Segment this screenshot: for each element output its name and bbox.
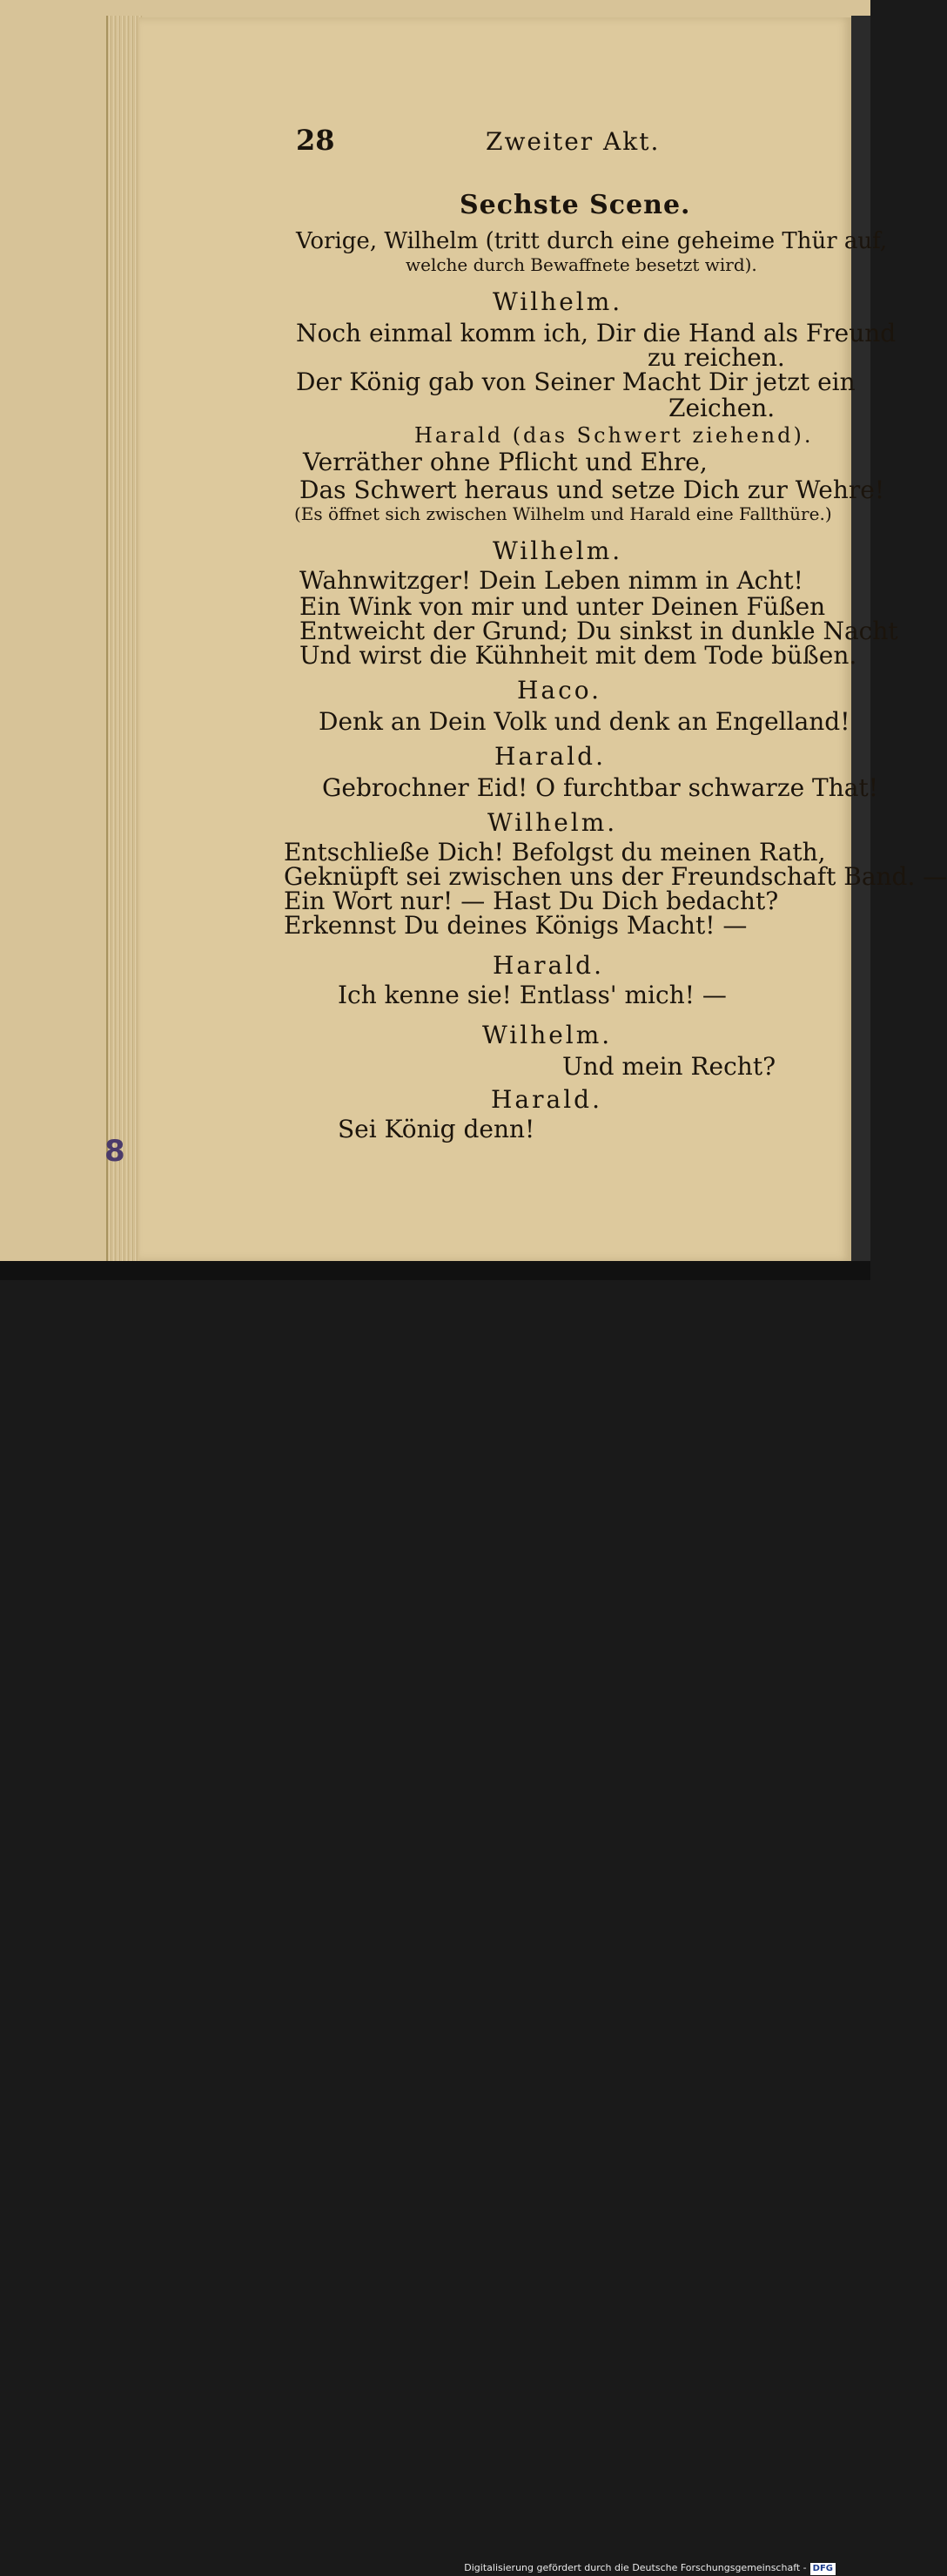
verse-line: Denk an Dein Volk und denk an Engelland! xyxy=(319,707,850,736)
speaker-name: Haco. xyxy=(517,676,602,705)
verse-line: Entschließe Dich! Befolgst du meinen Rath, xyxy=(284,838,826,867)
verse-line: Und wirst die Kühnheit mit dem Tode büßen. xyxy=(299,641,857,670)
verse-line: Ein Wink von mir und unter Deinen Füßen xyxy=(299,592,826,621)
verse-line: Ich kenne sie! Entlass' mich! — xyxy=(338,981,727,1009)
verse-line: Zeichen. xyxy=(668,394,776,422)
scene-title: Sechste Scene. xyxy=(460,190,691,220)
verse-line: Wahnwitzger! Dein Leben nimm in Acht! xyxy=(299,566,803,595)
verse-line: zu reichen. xyxy=(648,343,785,372)
verse-line: Verräther ohne Pflicht und Ehre, xyxy=(303,448,708,476)
verse-line: Der König gab von Seiner Macht Dir jetzt ein xyxy=(296,368,856,396)
speaker-name: Wilhelm. xyxy=(493,287,623,316)
speaker-name: Harald. xyxy=(491,1085,602,1114)
verse-line: Entweicht der Grund; Du sinkst in dunkle Nacht xyxy=(299,617,898,645)
verse-line: Ein Wort nur! — Hast Du Dich bedacht? xyxy=(284,887,779,915)
verse-line: Erkennst Du deines Königs Macht! — xyxy=(284,911,748,940)
verse-line: Das Schwert heraus und setze Dich zur Wehre! xyxy=(299,475,885,504)
scan-bottom-edge xyxy=(0,1261,870,1280)
footer-bar xyxy=(0,1280,870,2573)
verse-line: Noch einmal komm ich, Dir die Hand als Freund xyxy=(296,319,897,347)
verse-line: Und mein Recht? xyxy=(562,1052,776,1081)
page-edges-stack xyxy=(106,16,143,1261)
speaker-name: Wilhelm. xyxy=(493,536,623,565)
stage-direction-line: (Es öffnet sich zwischen Wilhelm und Harald eine Fallthüre.) xyxy=(294,503,832,524)
verse-line: Sei König denn! xyxy=(338,1115,535,1143)
funding-text: Digitalisierung gefördert durch die Deutsche Forschungsgemeinschaft - xyxy=(464,2562,807,2573)
speaker-name: Harald. xyxy=(493,951,604,980)
verse-line: Gebrochner Eid! O furchtbar schwarze That! xyxy=(322,773,878,802)
library-stamp: 8 xyxy=(104,1134,125,1169)
verse-line: Geknüpft sei zwischen uns der Freundschaft Band. — xyxy=(284,862,947,891)
dfg-logo: DFG xyxy=(810,2563,836,2575)
page-number: 28 xyxy=(296,124,335,157)
stage-direction-line: welche durch Bewaffnete besetzt wird). xyxy=(406,254,757,275)
funding-notice xyxy=(464,2560,836,2576)
speaker-name: Harald (das Schwert ziehend). xyxy=(414,423,814,448)
running-title: Zweiter Akt. xyxy=(486,127,661,156)
speaker-name: Harald. xyxy=(494,742,606,771)
speaker-name: Wilhelm. xyxy=(482,1021,613,1049)
speaker-name: Wilhelm. xyxy=(487,808,618,837)
stage-direction-line: Vorige, Wilhelm (tritt durch eine geheime Thür auf, xyxy=(296,228,888,254)
scanned-page-background xyxy=(0,0,947,1280)
